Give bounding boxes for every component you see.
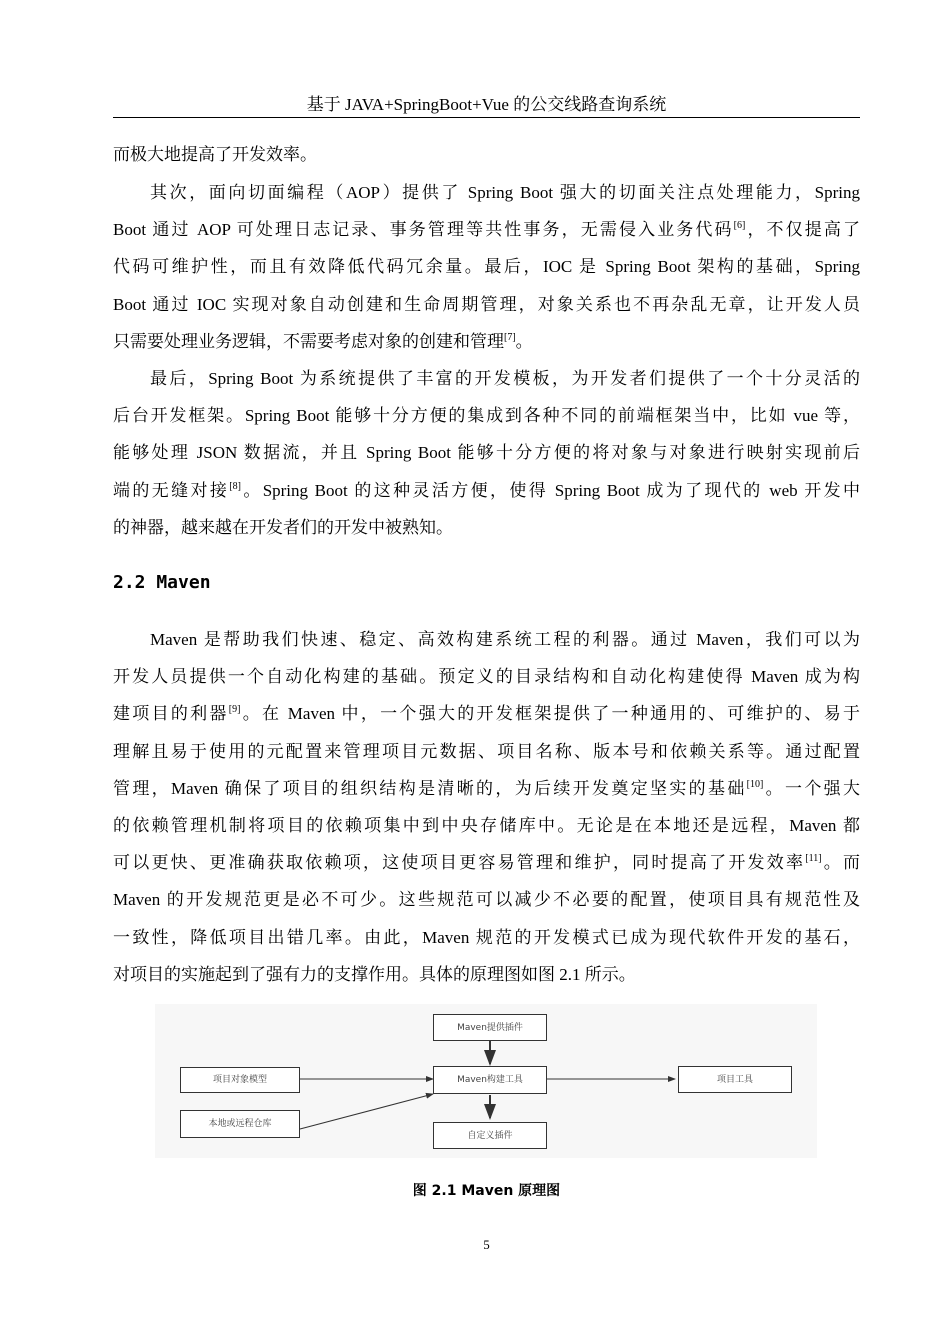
text-segment: 其次，面向切面编程（AOP）提供了 Spring Boot 强大的切面关注点处理能力，Spring [150,183,860,202]
text-line [113,919,860,956]
text-line [113,434,860,471]
text-segment: 后台开发框架。Spring Boot 能够十分方便的集成到各种不同的前端框架当中，比如 vue 等， [113,406,860,426]
running-header: 基于 JAVA+SpringBoot+Vue 的公交线路查询系统 [306,95,667,114]
text-segment: 的神器，越来越在开发者们的开发中被熟知。 [113,517,453,537]
text-segment: 。Spring Boot 的这种灵活方便，使得 Spring Boot 成为了现代的 web 开发中 [240,480,860,500]
page-number: 5 [483,1237,490,1252]
text-line [113,248,860,285]
box-project-tool: 项目工具 [678,1066,792,1093]
text-line [113,397,860,434]
text-line [113,658,860,695]
figure-caption: 图 2.1 Maven 原理图 [412,1183,561,1199]
text-segment: 的依赖管理机制将项目的依赖项集中到中央存储库中。无论是在本地还是远程，Maven 都 [113,815,860,835]
text-segment: 。在 Maven 中，一个强大的开发框架提供了一种通用的、可维护的、易于 [240,704,861,724]
paragraph-aop-ioc [113,174,860,360]
text-segment: 开发人员提供一个自动化构建的基础。预定义的目录结构和自动化构建使得 Maven 成为构 [113,667,860,687]
text-segment: 。 [515,331,533,351]
paragraph-continuation [113,136,860,173]
text-segment: 而极大地提高了开发效率。 [113,145,317,164]
text-segment: 。而 [821,853,861,873]
citation-ref: [7] [504,331,516,343]
text-segment: Maven 的开发规范更是必不可少。这些规范可以减少不必要的配置，使项目具有规范性及 [113,890,860,910]
text-segment: 管理，Maven 确保了项目的组织结构是清晰的，为后续开发奠定坚实的基础 [113,778,747,798]
text-segment: 。一个强大 [763,778,860,798]
box-project-object-model: 项目对象模型 [180,1067,300,1093]
text-segment: 端的无缝对接 [113,480,230,500]
text-segment: 能够处理 JSON 数据流，并且 Spring Boot 能够十分方便的将对象与对象进行映射实现前后 [113,443,860,463]
text-segment: 一致性，降低项目出错几率。由此，Maven 规范的开发模式已成为现代软件开发的基石， [113,927,860,947]
text-line [113,174,860,211]
section-heading: 2.2 Maven [113,572,211,593]
text-segment: 建项目的利器 [113,704,229,724]
text-segment: 代码可维护性，而且有效降低代码冗余量。最后，IOC 是 Spring Boot 架构的基础，Spring [113,257,860,277]
text-segment: ，不仅提高了 [745,220,860,240]
text-segment: Boot 通过 AOP 可处理日志记录、事务管理等共性事务，无需侵入业务代码 [113,220,734,240]
text-line [113,733,860,770]
citation-ref: [9] [228,704,241,716]
text-segment: 只需要处理业务逻辑，不需要考虑对象的创建和管理 [113,331,504,351]
paragraph-templates [113,360,860,546]
maven-diagram [155,1004,817,1158]
text-line [113,956,860,993]
box-repository: 本地或远程仓库 [180,1110,300,1138]
citation-ref: [6] [733,220,746,232]
arrow-repo-to-build [300,1094,433,1129]
text-line [113,844,860,881]
paragraph-maven [113,621,860,993]
text-line [113,509,860,546]
text-segment: 可以更快、更准确获取依赖项，这使项目更容易管理和维护，同时提高了开发效率 [113,853,806,873]
citation-ref: [11] [805,853,822,865]
box-maven-build-tool: Maven构建工具 [433,1066,547,1094]
text-line [113,360,860,397]
text-segment: 对项目的实施起到了强有力的支撑作用。具体的原理图如图 2.1 所示。 [113,964,636,984]
text-segment: Boot 通过 IOC 实现对象自动创建和生命周期管理，对象关系也不再杂乱无章，让开发人员 [113,294,860,314]
citation-ref: [10] [746,778,764,790]
header-rule [113,117,860,118]
box-custom-plugin: 自定义插件 [433,1122,547,1149]
text-line [113,807,860,844]
text-line [113,286,860,323]
text-line [113,695,860,732]
box-maven-plugin: Maven提供插件 [433,1014,547,1041]
text-line [113,136,860,173]
text-line [113,472,860,509]
text-segment: 理解且易于使用的元配置来管理项目元数据、项目名称、版本号和依赖关系等。通过配置 [113,741,860,761]
text-line [113,211,860,248]
text-line [113,323,860,360]
citation-ref: [8] [229,480,241,492]
text-line [113,770,860,807]
text-line [113,881,860,918]
text-line [113,621,860,658]
text-segment: 最后，Spring Boot 为系统提供了丰富的开发模板，为开发者们提供了一个十分灵活的 [150,369,860,388]
text-segment: Maven 是帮助我们快速、稳定、高效构建系统工程的利器。通过 Maven，我们可以为 [150,630,860,649]
